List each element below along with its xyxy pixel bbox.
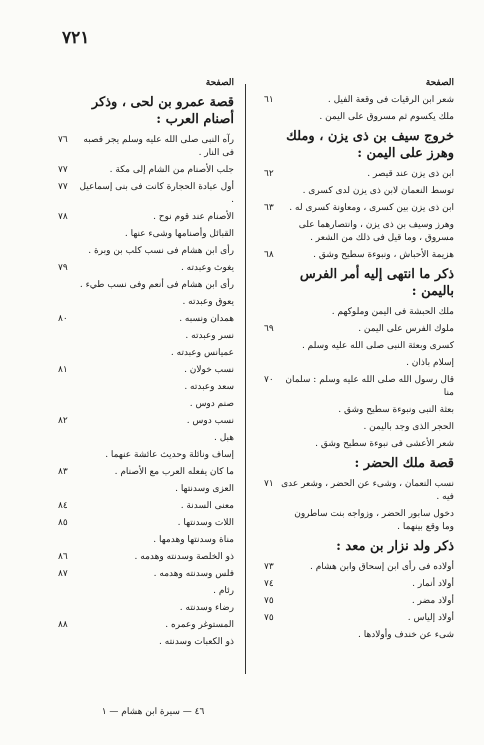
- index-entry: [264, 249, 454, 262]
- entry-page-number: ٧١: [264, 479, 274, 489]
- entry-text: ملك يكسوم ثم مسروق على اليمن .: [319, 112, 454, 122]
- index-entry: [58, 381, 234, 394]
- entry-page-number: ٦٨: [264, 250, 274, 260]
- entry-text: ملوك الفرس على اليمن .: [358, 324, 454, 334]
- entry-text: عميانس وعبدته .: [170, 348, 234, 358]
- entry-text: همدان ونسبه .: [179, 314, 234, 324]
- entry-page-number: ٦٣: [264, 203, 274, 213]
- index-entry: [264, 323, 454, 336]
- index-entry: [264, 357, 454, 370]
- entry-page-number: ٧٧: [58, 165, 68, 175]
- entry-page-number: ٧٥: [264, 613, 274, 623]
- entry-text: اللات وسدنتها .: [177, 518, 234, 528]
- index-entry: [58, 279, 234, 292]
- entry-text: ما كان يفعله العرب مع الأصنام .: [114, 467, 234, 477]
- index-entry: [58, 449, 234, 462]
- entry-text: وهرز وسيف بن ذى يزن ، وانتصارهما على مسروق ، وما قيل فى ذلك من الشعر .: [298, 220, 454, 243]
- entry-text: صنم دوس .: [189, 399, 234, 409]
- index-entry: [58, 551, 234, 564]
- index-entry: [264, 478, 454, 504]
- index-entry: [58, 619, 234, 632]
- entry-page-number: ٨٢: [58, 416, 68, 426]
- index-entry: [264, 202, 454, 215]
- entry-page-number: ٨٧: [58, 569, 68, 579]
- index-entry: [58, 415, 234, 428]
- entry-text: القبائل وأصنامها وشىء عنها .: [124, 229, 234, 239]
- section-heading: ذكر ولد نزار بن معد :: [336, 539, 454, 554]
- entry-text: إسلام باذان .: [406, 358, 454, 368]
- entry-text: شعر ابن الرقيات فى وقعة الفيل .: [327, 95, 454, 105]
- entry-text: نسب دوس .: [186, 416, 234, 426]
- index-entry: [58, 211, 234, 224]
- index-entry: [58, 347, 234, 360]
- entry-text: جلب الأصنام من الشام إلى مكة .: [109, 165, 234, 175]
- entry-text: شىء عن خندف وأولادها .: [358, 630, 454, 640]
- entry-text: نسر وعبدته .: [185, 331, 234, 341]
- index-entry: [58, 636, 234, 649]
- entry-text: أولاد أنمار .: [412, 579, 454, 589]
- index-entry: [58, 330, 234, 343]
- entry-text: أولاد إلياس .: [407, 613, 454, 623]
- entry-text: أول عبادة الحجارة كانت فى بنى إسماعيل .: [79, 182, 234, 205]
- entry-text: المستوغر وعمره .: [165, 620, 234, 630]
- index-entry: [58, 432, 234, 445]
- entry-text: ذو الخلصة وسدنته وهدمه .: [134, 552, 234, 562]
- entry-text: رآه النبى صلى الله عليه وسلم يجر قصبه فى النار .: [83, 135, 234, 158]
- entry-text: معنى السدنة .: [180, 501, 234, 511]
- entry-text: ملك الحبشة فى اليمن وملوكهم .: [331, 307, 454, 317]
- index-entry: [264, 578, 454, 591]
- entry-text: العزى وسدنتها .: [175, 484, 234, 494]
- section-heading: قصة عمرو بن لحى ، وذكر أصنام العرب :: [91, 95, 234, 127]
- index-entry: [58, 364, 234, 377]
- entry-page-number: ٨٥: [58, 518, 68, 528]
- entry-page-number: ٨٦: [58, 552, 68, 562]
- index-entry: [58, 500, 234, 513]
- section-heading: خروج سيف بن ذى يزن ، وملك وهرز على اليمن :: [286, 129, 454, 161]
- entry-text: دخول سابور الحضر ، وزواجه بنت ساطرون وما وقع بينهما .: [294, 509, 454, 532]
- entry-text: فلس وسدنته وهدمه .: [153, 569, 234, 579]
- entry-page-number: ٧٥: [264, 596, 274, 606]
- index-entry: [264, 595, 454, 608]
- entry-page-number: ٧٩: [58, 263, 68, 273]
- entry-page-number: ٧٤: [264, 579, 274, 589]
- entry-text: يعوق وعبدته .: [182, 297, 234, 307]
- index-entry: [264, 168, 454, 181]
- index-entry: [264, 219, 454, 245]
- right-column: [264, 78, 454, 646]
- entry-text: رأى ابن هشام فى نسب كلب بن وبرة .: [88, 246, 234, 256]
- entry-text: بعثة النبى ونبوءة سطيح وشق .: [338, 405, 454, 415]
- entry-text: إساف ونائلة وحديث عائشة عنهما .: [105, 450, 234, 460]
- index-entry: [58, 313, 234, 326]
- entry-page-number: ٨٠: [58, 314, 68, 324]
- index-entry: [58, 228, 234, 241]
- entry-page-number: ٨٤: [58, 501, 68, 511]
- index-entry: [264, 508, 454, 534]
- section-heading: ذكر ما انتهى إليه أمر الفرس باليمن :: [299, 267, 454, 299]
- index-entry: [264, 438, 454, 451]
- entry-text: سعد وعبدته .: [184, 382, 234, 392]
- entry-text: ابن ذى يزن عند قيصر .: [367, 169, 454, 179]
- index-entry: [58, 466, 234, 479]
- index-entry: [264, 340, 454, 353]
- entry-text: قال رسول الله صلى الله عليه وسلم : سلمان منا: [285, 375, 454, 398]
- index-entry: [58, 164, 234, 177]
- entry-text: الأصنام عند قوم نوح .: [153, 212, 234, 222]
- entry-page-number: ٦٢: [264, 169, 274, 179]
- entry-text: مناة وسدنتها وهدمها .: [153, 535, 234, 545]
- entry-page-number: ٦٩: [264, 324, 274, 334]
- section-heading: قصة ملك الحضر :: [354, 456, 454, 471]
- entry-page-number: ٧٧: [58, 182, 68, 192]
- entry-page-number: ٧٨: [58, 212, 68, 222]
- index-entry: [58, 134, 234, 160]
- index-entry: [58, 568, 234, 581]
- index-entry: [58, 398, 234, 411]
- entry-page-number: ٨١: [58, 365, 68, 375]
- entry-text: هبل .: [214, 433, 234, 443]
- index-entry: [264, 612, 454, 625]
- index-entry: [264, 561, 454, 574]
- index-entry: [264, 421, 454, 434]
- column-header: الصفحة: [205, 78, 234, 88]
- index-entry: [58, 602, 234, 615]
- index-entry: [58, 181, 234, 207]
- entry-text: رضاء وسدنته .: [179, 603, 234, 613]
- entry-text: الحجر الذى وجد باليمن .: [363, 422, 454, 432]
- page-number: ٧٢١: [62, 28, 90, 48]
- entry-text: أولاده فى رأى ابن إسحاق وابن هشام .: [309, 562, 454, 572]
- index-entry: [58, 517, 234, 530]
- entry-page-number: ٨٨: [58, 620, 68, 630]
- entry-text: هزيمة الأحباش ، ونبوءة سطيح وشق .: [313, 250, 454, 260]
- column-divider: [245, 84, 246, 674]
- entry-text: رئام .: [213, 586, 234, 596]
- entry-text: يغوث وعبدته .: [180, 263, 234, 273]
- index-entry: [264, 374, 454, 400]
- index-entry: [264, 94, 454, 107]
- index-entry: [58, 585, 234, 598]
- entry-page-number: ٧٦: [58, 135, 68, 145]
- entry-text: رأى ابن هشام فى أنعم وفى نسب طيء .: [79, 280, 234, 290]
- entry-text: نسب النعمان ، وشىء عن الحضر ، وشعر عدى فيه .: [281, 479, 454, 502]
- index-entry: [58, 262, 234, 275]
- page-footer: ٤٦ — سيرة ابن هشام — ١: [101, 707, 205, 717]
- column-header: الصفحة: [425, 78, 454, 88]
- entry-text: نسب خولان .: [184, 365, 234, 375]
- index-entry: [264, 306, 454, 319]
- index-entry: [264, 404, 454, 417]
- index-entry: [58, 245, 234, 258]
- entry-text: ذو الكعبات وسدنته .: [159, 637, 234, 647]
- entry-page-number: ٧٠: [264, 375, 274, 385]
- left-column: [58, 78, 234, 653]
- entry-text: توسط النعمان لابن ذى يزن لدى كسرى .: [302, 186, 454, 196]
- index-entry: [264, 629, 454, 642]
- entry-page-number: ٦١: [264, 95, 274, 105]
- entry-text: أولاد مضر .: [411, 596, 454, 606]
- index-entry: [58, 483, 234, 496]
- index-entry: [58, 296, 234, 309]
- index-entry: [264, 185, 454, 198]
- entry-text: كسرى وبعثة النبى صلى الله عليه وسلم .: [301, 341, 454, 351]
- index-entry: [264, 111, 454, 124]
- entry-page-number: ٧٣: [264, 562, 274, 572]
- entry-page-number: ٨٣: [58, 467, 68, 477]
- entry-text: شعر الأعشى فى نبوءة سطيح وشق .: [315, 439, 454, 449]
- index-entry: [58, 534, 234, 547]
- entry-text: ابن ذى يزن بين كسرى ، ومعاونة كسرى له .: [289, 203, 454, 213]
